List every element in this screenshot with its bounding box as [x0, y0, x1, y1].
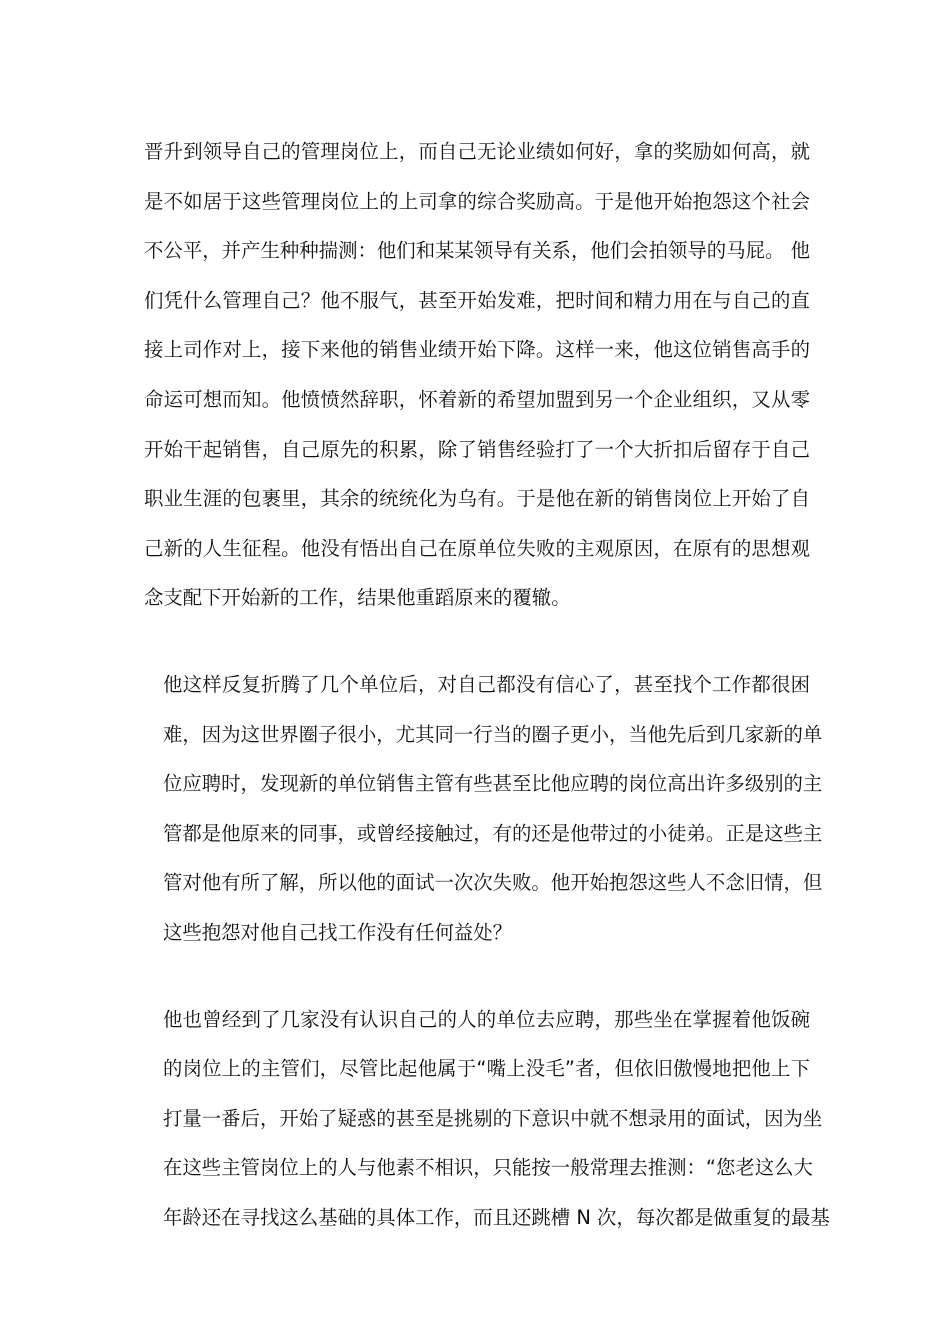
- text-line: 们凭什么管理自己？他不服气，甚至开始发难，把时间和精力用在与自己的直: [144, 288, 810, 312]
- text-line: 晋升到领导自己的管理岗位上，而自己无论业绩如何好，拿的奖励如何高，就: [144, 140, 810, 163]
- text-line: 接上司作对上，接下来他的销售业绩开始下降。这样一来，他这位销售高手的: [144, 338, 810, 362]
- text-line: 命运可想而知。他愤愤然辞职，怀着新的希望加盟到另一个企业组织，又从零: [144, 387, 810, 411]
- text-line: 位应聘时，发现新的单位销售主管有些甚至比他应聘的岗位高出许多级别的主: [163, 772, 823, 796]
- text-line: 他也曾经到了几家没有认识自己的人的单位去应聘，那些坐在掌握着他饭碗: [163, 1007, 810, 1031]
- text-line: 难，因为这世界圈子很小，尤其同一行当的圈子更小，当他先后到几家新的单: [163, 722, 823, 746]
- paragraph-2: [144, 660, 823, 958]
- text-line: 管对他有所了解，所以他的面试一次次失败。他开始抱怨这些人不念旧情，但: [163, 871, 823, 895]
- text-line: 他这样反复折腾了几个单位后，对自己都没有信心了，甚至找个工作都很困: [163, 672, 810, 696]
- text-line: 这些抱怨对他自己找工作没有任何益处？: [163, 920, 513, 944]
- paragraph-1: [144, 127, 810, 623]
- text-line: 职业生涯的包裹里，其余的统统化为乌有。于是他在新的销售岗位上开始了自: [144, 487, 810, 511]
- text-line: 打量一番后，开始了疑惑的甚至是挑剔的下意识中就不想录用的面试，因为坐: [163, 1106, 823, 1130]
- document-body: [144, 127, 830, 1242]
- text-line: 的岗位上的主管们，尽管比起他属于“嘴上没毛”者，但依旧傲慢地把他上下: [163, 1057, 810, 1081]
- text-line: 年龄还在寻找这么基础的具体工作，而且还跳槽 N 次，每次都是做重复的最基: [163, 1205, 830, 1229]
- text-line: 开始干起销售，自己原先的积累，除了销售经验打了一个大折扣后留存于自己: [144, 437, 810, 461]
- text-line: 不公平，并产生种种揣测：他们和某某领导有关系，他们会拍领导的马屁。 他: [144, 239, 810, 263]
- text-line: 在这些主管岗位上的人与他素不相识，只能按一般常理去推测：“您老这么大: [163, 1156, 813, 1180]
- text-line: 己新的人生征程。他没有悟出自己在原单位失败的主观原因，在原有的思想观: [144, 536, 810, 560]
- text-line: 是不如居于这些管理岗位上的上司拿的综合奖励高。于是他开始抱怨这个社会: [144, 189, 810, 213]
- paragraph-3: [144, 995, 830, 1243]
- text-line: 念支配下开始新的工作，结果他重蹈原来的覆辙。: [144, 586, 571, 610]
- text-line: 管都是他原来的同事，或曾经接触过，有的还是他带过的小徒弟。正是这些主: [163, 821, 823, 845]
